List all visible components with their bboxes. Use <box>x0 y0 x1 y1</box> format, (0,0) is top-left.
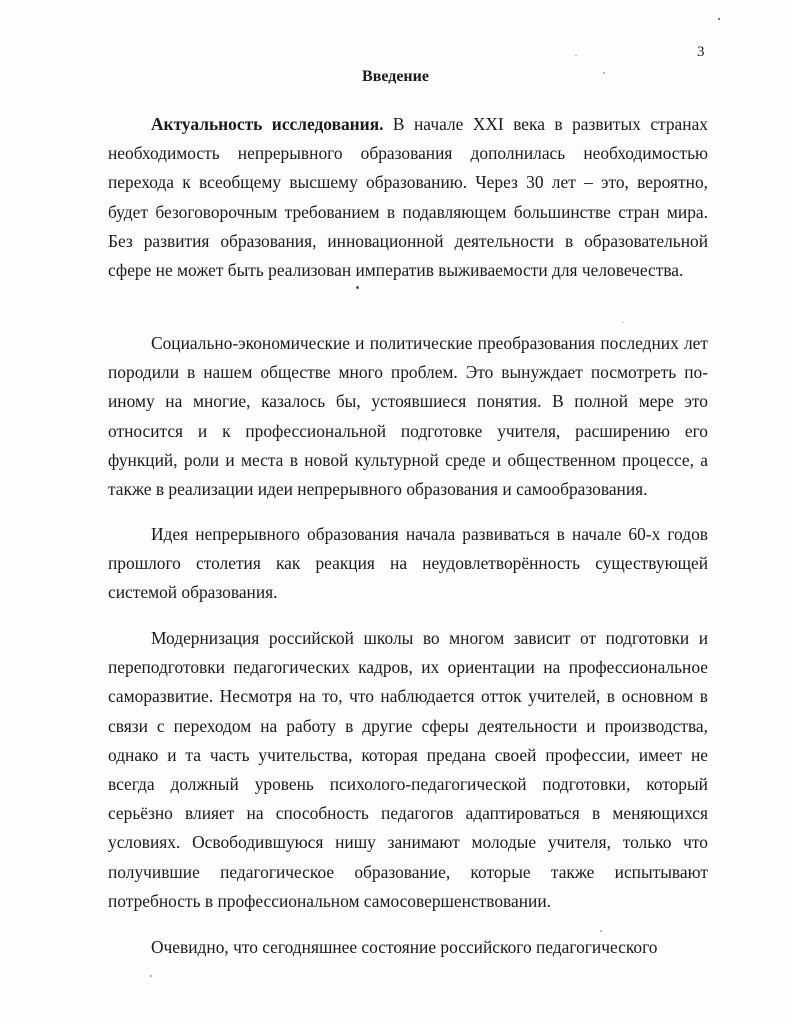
scan-speck <box>356 286 359 289</box>
scan-speck <box>600 930 602 932</box>
scan-speck <box>718 18 720 20</box>
scan-speck <box>575 55 577 56</box>
scan-speck <box>150 975 152 977</box>
paragraph-text: В начале XXI века в развитых странах необходимость непрерывного образования дополнилась необходимостью перехода к всеобщему высшему образованию. Через 30 лет – это, вероятно, будет безоговорочным требованием в подавляющем большинстве стран мира. Без развития образования, инновационной деятельности в образовательной сфере не может быть реализован императив выживаемости для человечества. <box>108 114 708 281</box>
paragraph-conclusion-start: Очевидно, что сегодняшнее состояние российского педагогического <box>151 937 658 957</box>
scan-speck <box>603 72 605 74</box>
paragraph-lead: Актуальность исследования. <box>151 114 384 134</box>
paragraph-relevance <box>108 110 708 285</box>
scan-speck <box>622 322 624 323</box>
paragraph-continuous-education: Идея непрерывного образования начала развиваться в начале 60-х годов прошлого столетия как реакция на неудовлетворённость существующей системой образования. <box>108 524 708 603</box>
paragraph-modernization: Модернизация российской школы во многом зависит от подготовки и переподготовки педагогических кадров, их ориентации на профессиональное саморазвитие. Несмотря на то, что наблюдается отток учителей, в основном в связи с переходом на работу в другие сферы деятельности и производства, однако и та часть учительства, которая предана своей профессии, имеет не всегда должный уровень психолого-педагогической подготовки, который серьёзно влияет на способность педагогов адаптироваться в меняющихся условиях. Освободившуюся нишу занимают молодые учителя, только что получившие педагогическое образование, которые также испытывают потребность в профессиональном самосовершенствовании. <box>108 628 708 911</box>
page-number: 3 <box>697 44 705 60</box>
paragraph-socio-economic: Социально-экономические и политические преобразования последних лет породили в нашем обществе много проблем. Это вынуждает посмотреть по-иному на многие, казалось бы, устоявшиеся понятия. В полной мере это относится и к профессиональной подготовке учителя, расширению его функций, роли и места в новой культурной среде и общественном процессе, а также в реализации идеи непрерывного образования и самообразования. <box>108 333 708 500</box>
page-title: Введение <box>362 68 429 85</box>
